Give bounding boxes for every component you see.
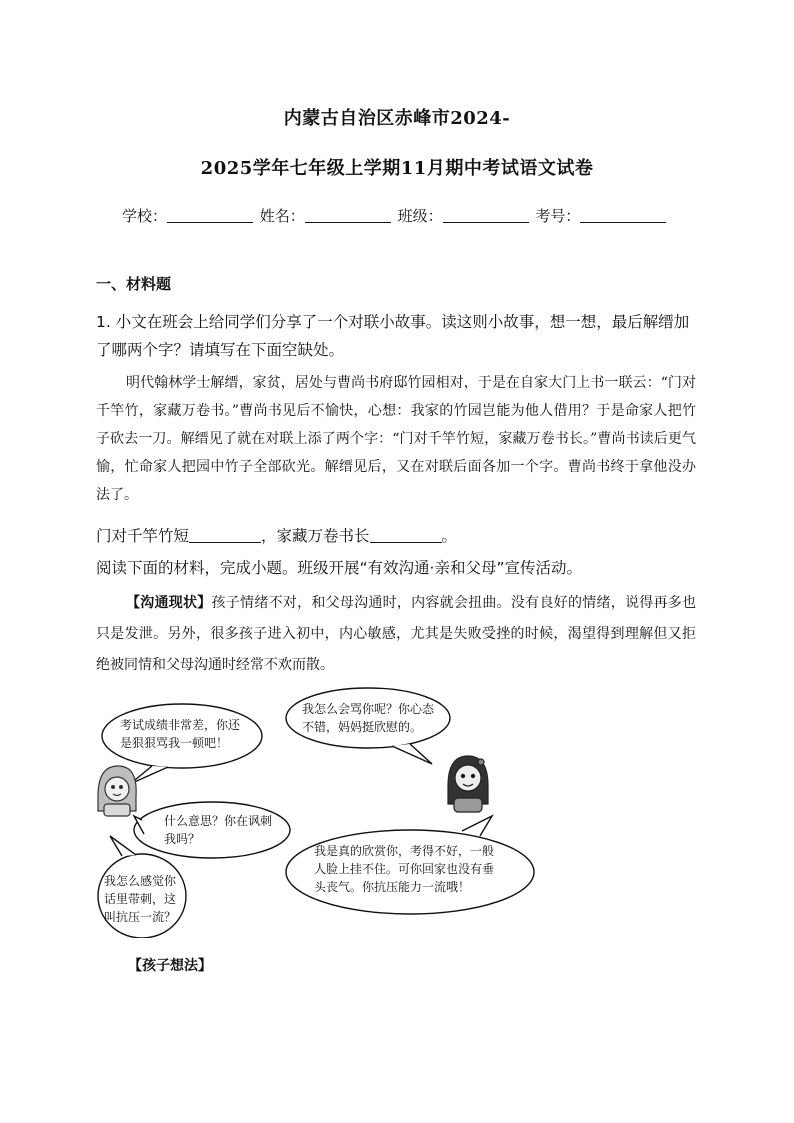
question-1-prompt: 1. 小文在班会上给同学们分享了一个对联小故事。读这则小故事，想一想，最后解缙加了哪两个字？请填写在下面空缺处。 [96,313,690,359]
student-info-row [122,205,668,226]
fill-part-2: ，家藏万卷书长 [261,527,370,545]
class-blank[interactable] [443,208,529,223]
exam-number-label: 考号： [535,207,581,225]
answer-blank-1[interactable] [189,528,261,543]
fill-part-1: 门对千竿竹短 [96,527,190,545]
exam-title-line2: 2025学年七年级上学期11月期中考试语文试卷 [200,158,594,179]
section-heading: 一、材料题 [96,275,172,293]
bubble-2-line-1: 我怎么会骂你呢？你心态 [302,702,435,716]
school-blank[interactable] [167,208,253,223]
bubble-4-line-2: 人脸上挂不住。可你回家也没有垂 [314,862,495,876]
bubble-5-line-1: 我怎么感觉你 [104,874,177,888]
comic-illustration [92,686,548,938]
bubble-5-line-2: 话里带刺，这 [104,892,177,906]
name-blank[interactable] [305,208,391,223]
reading-intro: 阅读下面的材料，完成小题。班级开展“有效沟通·亲和父母”宣传活动。 [96,559,582,577]
fill-end: 。 [441,527,458,545]
school-label: 学校： [122,207,168,225]
bubble-3-text [164,812,272,848]
child-figure [98,766,136,816]
communication-status [96,588,696,681]
bubble-5-text [104,872,176,926]
exam-number-blank[interactable] [580,208,666,223]
bubble-4-text [314,842,494,896]
bubble-3-line-1: 什么意思？你在讽刺 [164,814,273,828]
bubble-2-line-2: 不错，妈妈挺欣慰的。 [302,720,423,734]
child-thoughts-heading: 【孩子想法】 [128,958,212,974]
bubble-2-text [302,700,434,736]
status-tag: 【沟通现状】 [126,595,212,611]
bubble-4-line-1: 我是真的欣赏你，考得不好，一般 [314,844,495,858]
answer-blank-2[interactable] [370,528,442,543]
class-label: 班级： [397,207,443,225]
mother-figure [448,756,488,812]
bubble-3-line-2: 我吗？ [164,832,201,846]
bubble-4-line-3: 头丧气。你抗压能力一流哦！ [314,880,471,894]
bubble-1-line-1: 考试成绩非常差，你还 [120,718,241,732]
couplet-fill-line [96,524,457,546]
status-text: 孩子情绪不对，和父母沟通时，内容就会扭曲。没有良好的情绪，说得再多也只是发泄。另外，很多孩子进入初中，内心敏感，尤其是失败受挫的时候，渴望得到理解但又拒绝被同情和父母沟通时经常不欢而散。 [96,595,697,673]
bubble-1-line-2: 是狠狠骂我一顿吧！ [120,736,229,750]
couplet-story: 明代翰林学士解缙，家贫，居处与曹尚书府邸竹园相对，于是在自家大门上书一联云：“门对千竿竹，家藏万卷书。”曹尚书见后不愉快，心想：我家的竹园岂能为他人借用？于是命家人把竹子砍去一刀。解缙见了就在对联上添了两个字：“门对千竿竹短，家藏万卷书长。”曹尚书读后更气愉，忙命家人把园中竹子全部砍光。解缙见后，又在对联后面各加一个字。曹尚书终于拿他没办法了。 [96,375,696,503]
bubble-1-text [120,716,240,752]
bubble-5-line-3: 叫抗压一流？ [104,910,177,924]
exam-title-line1: 内蒙古自治区赤峰市2024- [283,108,511,129]
name-label: 姓名： [259,207,305,225]
